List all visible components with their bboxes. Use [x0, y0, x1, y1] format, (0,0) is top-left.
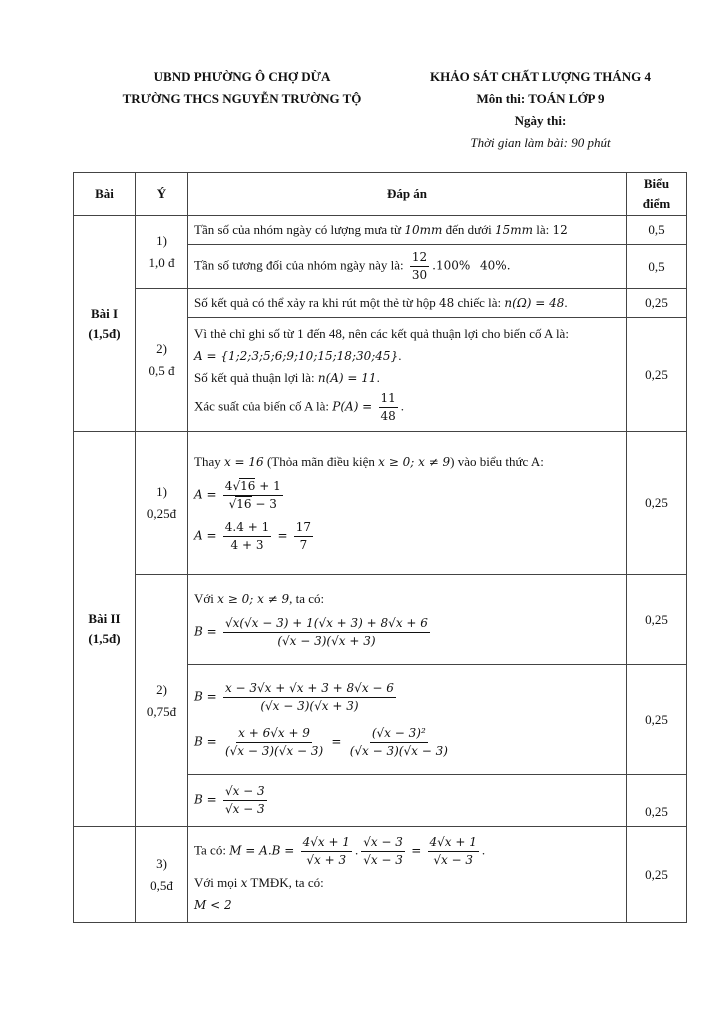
- bai2-y3-cell: [136, 827, 188, 923]
- math: .100%: [432, 258, 471, 273]
- school-name: TRƯỜNG THCS NGUYỄN TRƯỜNG TỘ: [122, 91, 362, 106]
- math: B =: [194, 688, 217, 703]
- denominator: 7: [299, 538, 308, 552]
- fraction: [348, 725, 450, 760]
- bai2-y2-cell: [136, 575, 188, 827]
- numerator: √x − 3: [361, 834, 405, 852]
- answer-cell: [188, 216, 627, 245]
- bai1-cell: [74, 216, 136, 432]
- radicand: 16: [240, 479, 256, 493]
- numerator: x + 6√x + 9: [236, 725, 312, 743]
- numerator: 11: [379, 390, 398, 408]
- radicand: 16: [236, 497, 252, 511]
- answer-text: Với mọi: [194, 875, 238, 890]
- math: =: [331, 733, 342, 748]
- denominator: [227, 496, 279, 513]
- coefficient: 4: [224, 479, 233, 493]
- bai2-y1-cell: [136, 432, 188, 575]
- answer-text: Xác suất của biến cố A là:: [194, 398, 330, 414]
- answer-text: là:: [536, 222, 550, 237]
- answer-text: TMĐK, ta có:: [250, 875, 324, 890]
- bai2-y2-label: 2): [156, 681, 167, 697]
- math: 10mm: [404, 223, 443, 237]
- fraction: [294, 519, 313, 554]
- math: A =: [194, 528, 217, 543]
- col-header-dapan: Đáp án: [188, 173, 627, 216]
- col-header-diem: [627, 173, 687, 216]
- denominator: 48: [380, 409, 396, 423]
- math: 48: [438, 296, 455, 310]
- score-cell: 0,5: [627, 216, 687, 245]
- exam-title: KHẢO SÁT CHẤT LƯỢNG THÁNG 4: [430, 69, 651, 84]
- bai1-points: (1,5đ): [88, 325, 121, 341]
- math: B =: [194, 792, 217, 807]
- fraction: [301, 834, 352, 869]
- denominator: (√x − 3)(√x + 3): [277, 634, 376, 648]
- answer-cell: [188, 245, 627, 289]
- bai2-y3-label: 3): [156, 855, 167, 871]
- math: A =: [194, 487, 217, 502]
- denominator: (√x − 3)(√x − 3): [224, 743, 324, 758]
- term: − 3: [255, 497, 277, 511]
- math: B =: [194, 624, 217, 639]
- bai1-y2-points: 0,5 đ: [148, 363, 175, 378]
- bai2-y2-points: 0,75đ: [146, 703, 177, 719]
- ward-name: UBND PHƯỜNG Ô CHỢ DỪA: [153, 69, 331, 84]
- answer-cell: [188, 775, 627, 827]
- bai1-y2-cell: [136, 289, 188, 432]
- fraction: [223, 478, 283, 513]
- math: A = {1;2;3;5;6;9;10;15;18;30;45}: [194, 349, 399, 363]
- denominator: (√x − 3)(√x + 3): [260, 698, 359, 713]
- fraction: [223, 725, 325, 760]
- math: 40%.: [480, 258, 511, 273]
- score-cell: 0,25: [627, 775, 687, 827]
- school-header: [92, 66, 392, 110]
- exam-subject: Môn thi: TOÁN LỚP 9: [476, 91, 605, 106]
- exam-date: Ngày thi:: [514, 113, 567, 128]
- radical-sign: √: [232, 479, 241, 493]
- answer-text: Vì thẻ chỉ ghi số từ 1 đến 48, nên các kết quả thuận lợi cho biến cố A là:: [194, 326, 569, 341]
- denominator: √x − 3: [224, 802, 265, 816]
- table-row: [74, 827, 687, 923]
- bai2-y1-label: 1): [156, 484, 167, 499]
- score-cell: 0,25: [627, 575, 687, 665]
- answer-cell: Vì thẻ chỉ ghi số từ 1 đến 48, nên các kết quả thuận lợi cho biến cố A là: A = {1;2;3;5;6;9;10;15;18;30;45}. Số kết quả thuận lợi là: n(A) = 11. Xác suất của biến cố A là: P(A) = $\frac{11}{48}$ .: [188, 318, 627, 432]
- bai2-points: (1,5đ): [88, 631, 121, 646]
- bai-empty-cell: [74, 827, 136, 923]
- answer-text: Số kết quả thuận lợi là:: [194, 370, 315, 385]
- bai1-y2-label: 2): [156, 341, 167, 356]
- numerator: √x − 3: [223, 783, 267, 801]
- answer-cell: Số kết quả có thể xảy ra khi rút một thẻ từ hộp 48 chiếc là: n(Ω) = 48.: [188, 289, 627, 318]
- fraction: [223, 680, 396, 715]
- numerator: 4.4 + 1: [223, 519, 271, 537]
- score-cell: 0,25: [627, 289, 687, 318]
- denominator: 4 + 3: [230, 538, 264, 552]
- col-header-y: Ý: [136, 173, 188, 216]
- bai2-y3-points: 0,5đ: [150, 877, 173, 893]
- answer-cell: [188, 575, 627, 665]
- table-row: [74, 289, 687, 318]
- math: x: [240, 876, 248, 890]
- denominator: √x + 3: [306, 853, 347, 867]
- numerator: x − 3√x + √x + 3 + 8√x − 6: [223, 680, 396, 698]
- score-cell: 0,5: [627, 245, 687, 289]
- math: x = 16: [223, 455, 264, 469]
- answer-text: , ta có:: [289, 591, 325, 606]
- fraction: [223, 615, 430, 650]
- answer-text: Ta có:: [194, 842, 226, 858]
- table-row: [74, 216, 687, 245]
- answer-text: Số kết quả có thể xảy ra khi rút một thẻ từ hộp: [194, 295, 436, 310]
- math: n(Ω) = 48: [504, 296, 565, 310]
- denominator: (√x − 3)(√x − 3): [349, 743, 448, 758]
- numerator: 12: [410, 249, 429, 267]
- denominator: 30: [411, 268, 428, 282]
- numerator: 4√x + 1: [428, 834, 479, 852]
- math: 15mm: [494, 223, 533, 237]
- answer-text: Với: [194, 591, 214, 606]
- math: B =: [194, 733, 217, 748]
- math: x ≥ 0; x ≠ 9: [217, 592, 290, 606]
- answer-cell: [188, 432, 627, 575]
- score-cell: 0,25: [627, 432, 687, 575]
- exam-duration: Thời gian làm bài: 90 phút: [470, 135, 611, 150]
- fraction: [428, 834, 479, 869]
- bai1-y1-points: 1,0 đ: [148, 255, 175, 270]
- bai2-y1-points: 0,25đ: [146, 506, 177, 521]
- math: M = A.B =: [229, 843, 295, 858]
- answer-table: [73, 172, 687, 923]
- math: 12: [552, 223, 568, 237]
- table-header-row: [74, 173, 687, 216]
- fraction: [223, 783, 267, 818]
- numerator: √x(√x − 3) + 1(√x + 3) + 8√x + 6: [223, 615, 430, 633]
- math: =: [411, 843, 422, 858]
- fraction: [361, 834, 405, 869]
- answer-text: Tần số của nhóm ngày có lượng mưa từ: [194, 222, 402, 237]
- denominator: √x − 3: [433, 853, 474, 867]
- bai2-cell: [74, 432, 136, 827]
- col-header-diem-line2: điểm: [642, 196, 671, 211]
- score-cell: 0,25: [627, 827, 687, 923]
- bai1-label: Bài I: [90, 305, 119, 321]
- table-row: [74, 432, 687, 575]
- bai1-y1-label: 1): [156, 233, 167, 248]
- fraction: [379, 390, 398, 425]
- table-row: [74, 575, 687, 665]
- numerator: 4√x + 1: [301, 834, 352, 852]
- fraction: [223, 519, 271, 554]
- answer-cell: Ta có: M = A.B = $\frac{4√x + 1}{√x + 3}$ . $\frac{√x - 3}{√x - 3}$ = $\frac{4√x + 1}{√x - 3}$ . Với mọi x TMĐK, ta có: M < 2: [188, 827, 627, 923]
- answer-text: Thay: [194, 454, 221, 469]
- exam-header: [408, 66, 673, 154]
- math: x ≥ 0; x ≠ 9: [378, 455, 451, 469]
- answer-cell: [188, 665, 627, 775]
- answer-text: đến dưới: [445, 222, 492, 237]
- answer-text: Tần số tương đối của nhóm ngày này là:: [194, 257, 404, 273]
- numerator: [223, 478, 283, 496]
- numerator: 17: [294, 519, 313, 537]
- math: P(A) =: [332, 399, 373, 414]
- bai2-label: Bài II: [88, 611, 121, 626]
- col-header-bai: Bài: [74, 173, 136, 216]
- math: =: [277, 528, 288, 543]
- score-cell: 0,25: [627, 665, 687, 775]
- answer-text: chiếc là:: [457, 295, 502, 310]
- radical-sign: √: [228, 497, 237, 511]
- col-header-diem-line1: Biểu: [643, 176, 670, 191]
- term: + 1: [259, 479, 281, 493]
- math: n(A) = 11: [317, 371, 377, 385]
- denominator: √x − 3: [363, 853, 403, 867]
- math: M < 2: [194, 898, 232, 912]
- fraction: [410, 249, 429, 284]
- score-cell: 0,25: [627, 318, 687, 432]
- bai1-y1-cell: [136, 216, 188, 289]
- numerator: (√x − 3)²: [370, 725, 428, 743]
- answer-text: ) vào biểu thức A:: [450, 454, 544, 469]
- answer-text: (Thỏa mãn điều kiện: [266, 454, 375, 469]
